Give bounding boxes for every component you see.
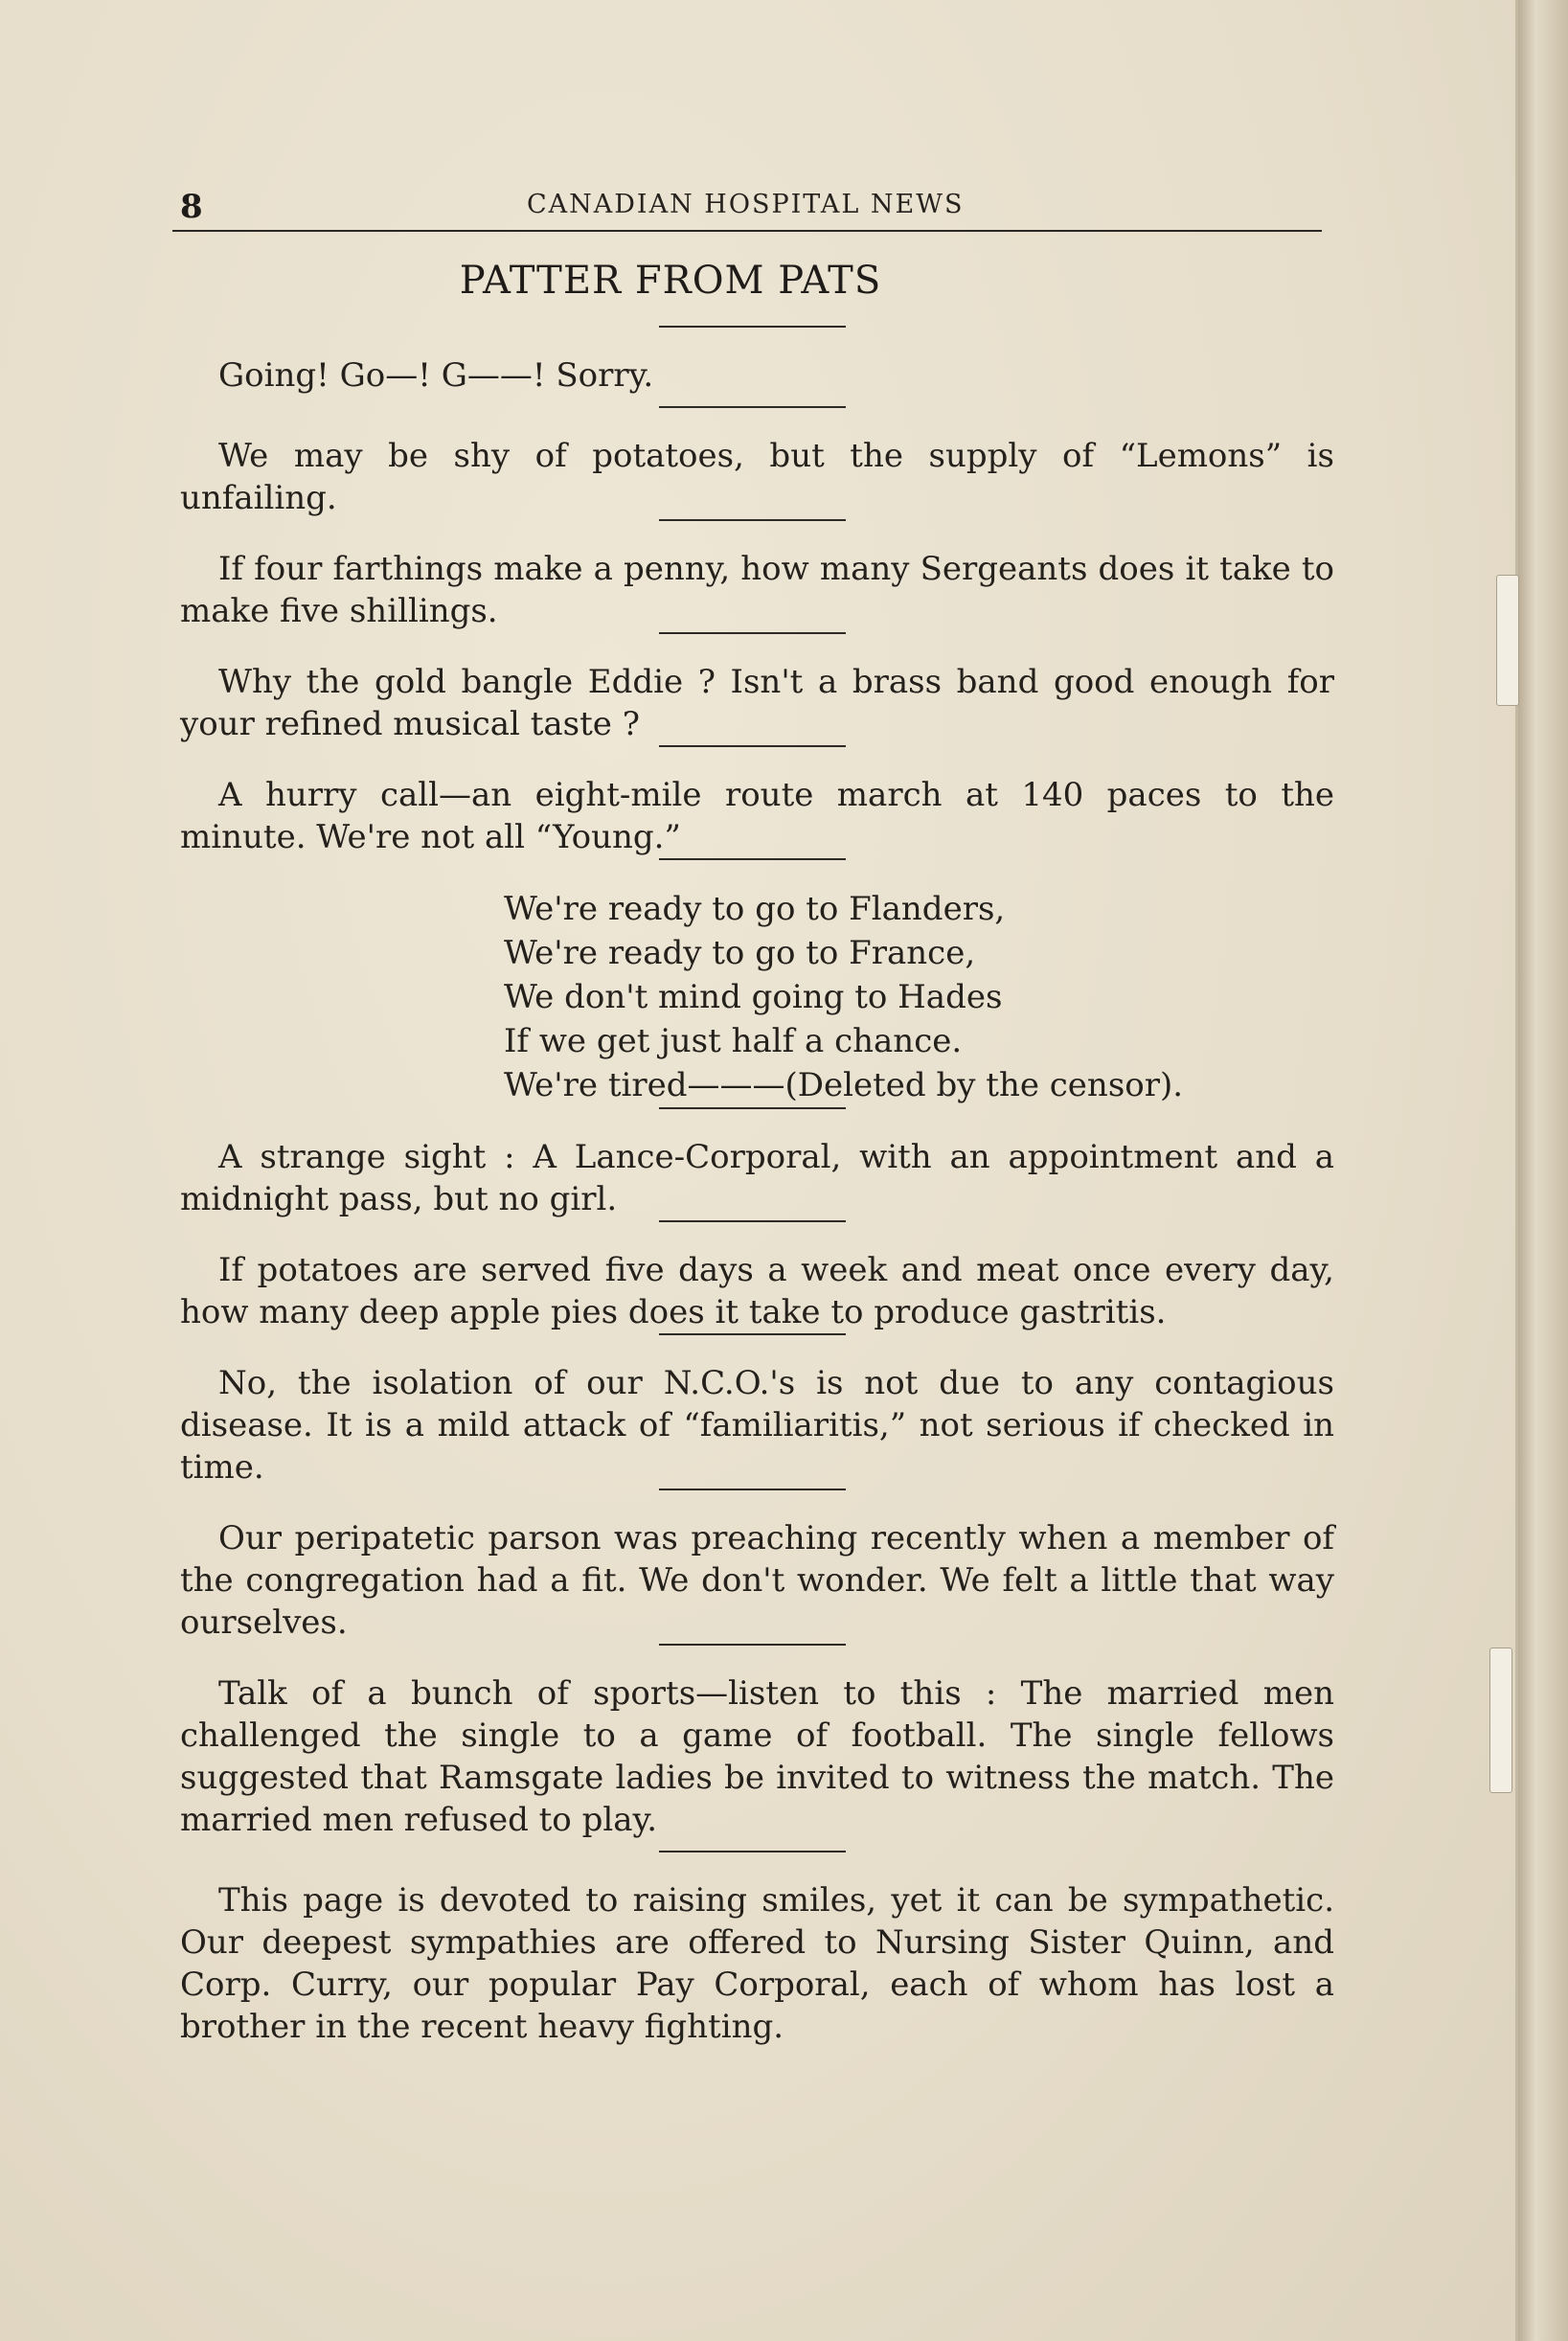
paper-tab xyxy=(1496,575,1519,706)
intro-line: Going! Go—! G——! Sorry. xyxy=(218,356,654,395)
paragraph: Our peripatetic parson was preaching recently when a member of the congregation had a fit. We don't wonder. We felt a little that way ourselves. xyxy=(180,1519,1334,1642)
binding-spine xyxy=(1518,0,1568,2341)
verse xyxy=(504,887,1334,1107)
paragraph: Why the gold bangle Eddie ? Isn't a brass band good enough for your refined musical taste ? xyxy=(180,663,1334,743)
paragraph: If potatoes are served five days a week and meat once every day, how many deep apple pies does it take to produce gastritis. xyxy=(180,1251,1334,1331)
verse-line: We're ready to go to France, xyxy=(504,934,976,972)
paragraph: A hurry call—an eight-mile route march at 140 paces to the minute. We're not all “Young.” xyxy=(180,776,1334,856)
paragraph: Talk of a bunch of sports—listen to this : The married men challenged the single to a game of football. The single fellows suggested that Ramsgate ladies be invited to witness the match. The married men refused to play. xyxy=(180,1674,1334,1839)
article-body xyxy=(180,326,1334,2048)
page-number: 8 xyxy=(180,188,203,226)
paragraph: If four farthings make a penny, how many Sergeants does it take to make five shillings. xyxy=(180,550,1334,630)
verse-line: We don't mind going to Hades xyxy=(504,978,1003,1016)
paragraph: A strange sight : A Lance-Corporal, with an appointment and a midnight pass, but no girl. xyxy=(180,1138,1334,1218)
paragraph: No, the isolation of our N.C.O.'s is not due to any contagious disease. It is a mild attack of “familiaritis,” not serious if checked in time. xyxy=(180,1364,1334,1487)
running-head: CANADIAN HOSPITAL NEWS xyxy=(527,190,965,219)
verse-line: We're tired———(Deleted by the censor). xyxy=(504,1066,1184,1104)
page-header xyxy=(172,184,1317,228)
paragraph: This page is devoted to raising smiles, yet it can be sympathetic. Our deepest sympathies are offered to Nursing Sister Quinn, and Corp. Curry, our popular Pay Corporal, each of whom has lost a brother in the recent heavy fighting. xyxy=(180,1881,1334,2046)
paragraph: We may be shy of potatoes, but the supply of “Lemons” is unfailing. xyxy=(180,437,1334,517)
verse-line: We're ready to go to Flanders, xyxy=(504,890,1006,928)
paper-tab xyxy=(1489,1648,1512,1793)
verse-line: If we get just half a chance. xyxy=(504,1022,963,1060)
article-title: PATTER FROM PATS xyxy=(459,259,882,303)
header-rule xyxy=(172,230,1322,232)
